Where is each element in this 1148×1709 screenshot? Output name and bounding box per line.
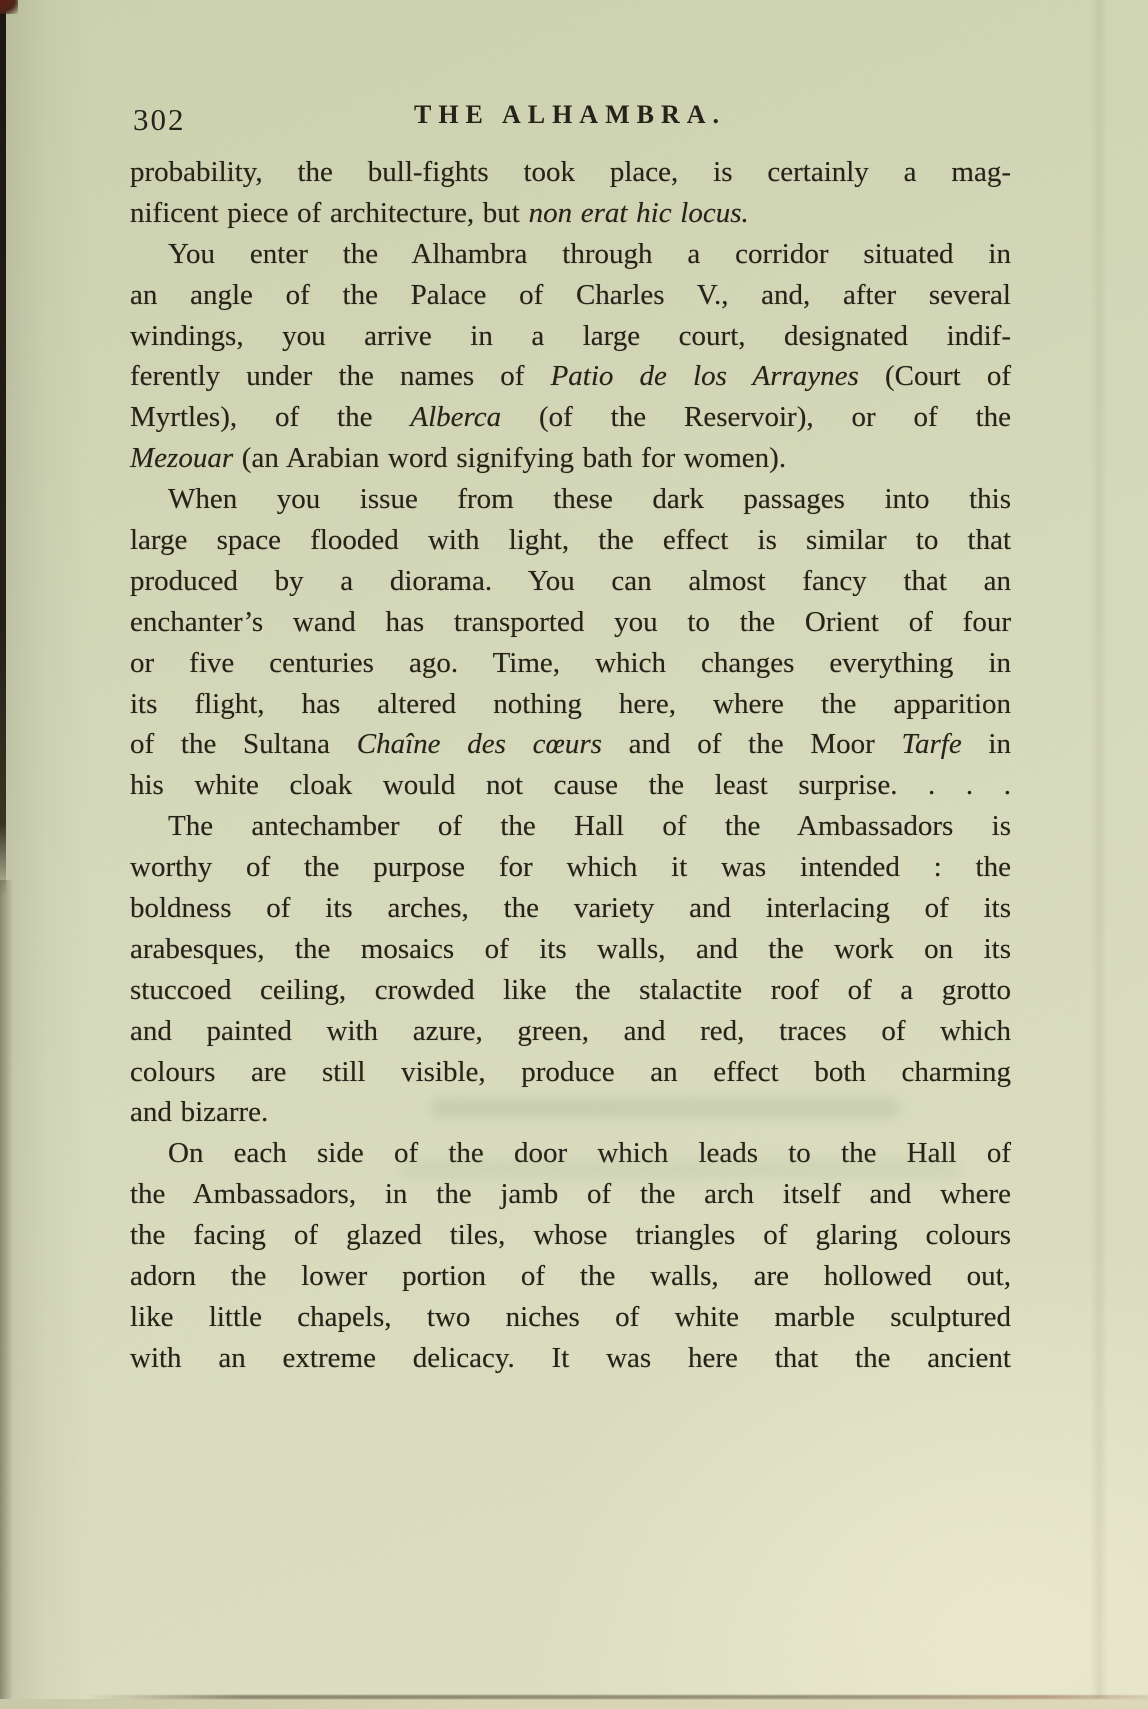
text-line: On each side of the door which leads to the Hall of xyxy=(168,1137,1011,1170)
page-crease xyxy=(1090,0,1108,1709)
paragraph xyxy=(130,152,1011,234)
ink-showthrough-smudge xyxy=(400,1160,960,1178)
text-line: boldness of its arches, the variety and interlacing of its xyxy=(130,892,1011,925)
text-line: of the Sultana Chaîne des cœurs and of the Moor Tarfe in xyxy=(130,728,1011,761)
text-line: large space flooded with light, the effect is similar to that xyxy=(130,524,1011,557)
page-number: 302 xyxy=(133,102,186,137)
text-line: ferently under the names of Patio de los Arraynes (Court of xyxy=(130,360,1011,393)
text-line: You enter the Alhambra through a corridor situated in xyxy=(168,237,1011,270)
page-header xyxy=(130,98,1010,140)
paragraph xyxy=(130,479,1011,806)
text-line: When you issue from these dark passages into this xyxy=(168,483,1011,516)
text-block xyxy=(130,152,1011,1379)
text-line: his white cloak would not cause the least surprise. . . . xyxy=(130,769,1011,802)
paragraph xyxy=(130,234,1011,479)
scan-edge-shadow xyxy=(0,0,6,896)
text-line: nificent piece of architecture, but non erat hic locus. xyxy=(130,196,749,229)
text-line: Mezouar (an Arabian word signifying bath for women). xyxy=(130,442,787,475)
text-line: and bizarre. xyxy=(130,1096,269,1129)
text-line: the facing of glazed tiles, whose triangles of glaring colours xyxy=(130,1219,1011,1252)
text-line: Myrtles), of the Alberca (of the Reservoir), or of the xyxy=(130,401,1012,434)
text-line: an angle of the Palace of Charles V., and, after several xyxy=(130,278,1011,311)
text-line: The antechamber of the Hall of the Ambassadors is xyxy=(168,810,1011,843)
page-bottom-edge-line xyxy=(85,1695,1148,1699)
ink-showthrough-smudge xyxy=(430,1098,900,1118)
text-line: windings, you arrive in a large court, designated indif- xyxy=(130,319,1011,352)
running-header: THE ALHAMBRA. xyxy=(413,100,727,129)
page-bottom-edge xyxy=(0,1699,1148,1709)
text-line: stuccoed ceiling, crowded like the stalactite roof of a grotto xyxy=(130,973,1011,1006)
text-line: probability, the bull-fights took place, is certainly a mag- xyxy=(130,156,1011,188)
text-line: the Ambassadors, in the jamb of the arch itself and where xyxy=(130,1178,1011,1211)
text-line: like little chapels, two niches of white marble sculptured xyxy=(130,1300,1011,1333)
paragraph xyxy=(130,806,1011,1133)
text-line: colours are still visible, produce an effect both charming xyxy=(130,1055,1011,1088)
text-line: and painted with azure, green, and red, traces of which xyxy=(130,1014,1011,1047)
text-line: with an extreme delicacy. It was here that the ancient xyxy=(130,1341,1011,1374)
text-line: arabesques, the mosaics of its walls, and the work on its xyxy=(130,932,1011,965)
scan-edge-shadow xyxy=(0,880,13,1709)
text-line: produced by a diorama. You can almost fancy that an xyxy=(130,564,1011,597)
text-line: enchanter’s wand has transported you to the Orient of four xyxy=(130,605,1011,638)
text-line: worthy of the purpose for which it was intended : the xyxy=(130,851,1011,884)
text-line: adorn the lower portion of the walls, are hollowed out, xyxy=(130,1260,1011,1293)
text-line: its flight, has altered nothing here, where the apparition xyxy=(130,687,1011,720)
corner-binding-mark xyxy=(0,0,18,14)
text-line: or five centuries ago. Time, which changes everything in xyxy=(130,646,1011,679)
